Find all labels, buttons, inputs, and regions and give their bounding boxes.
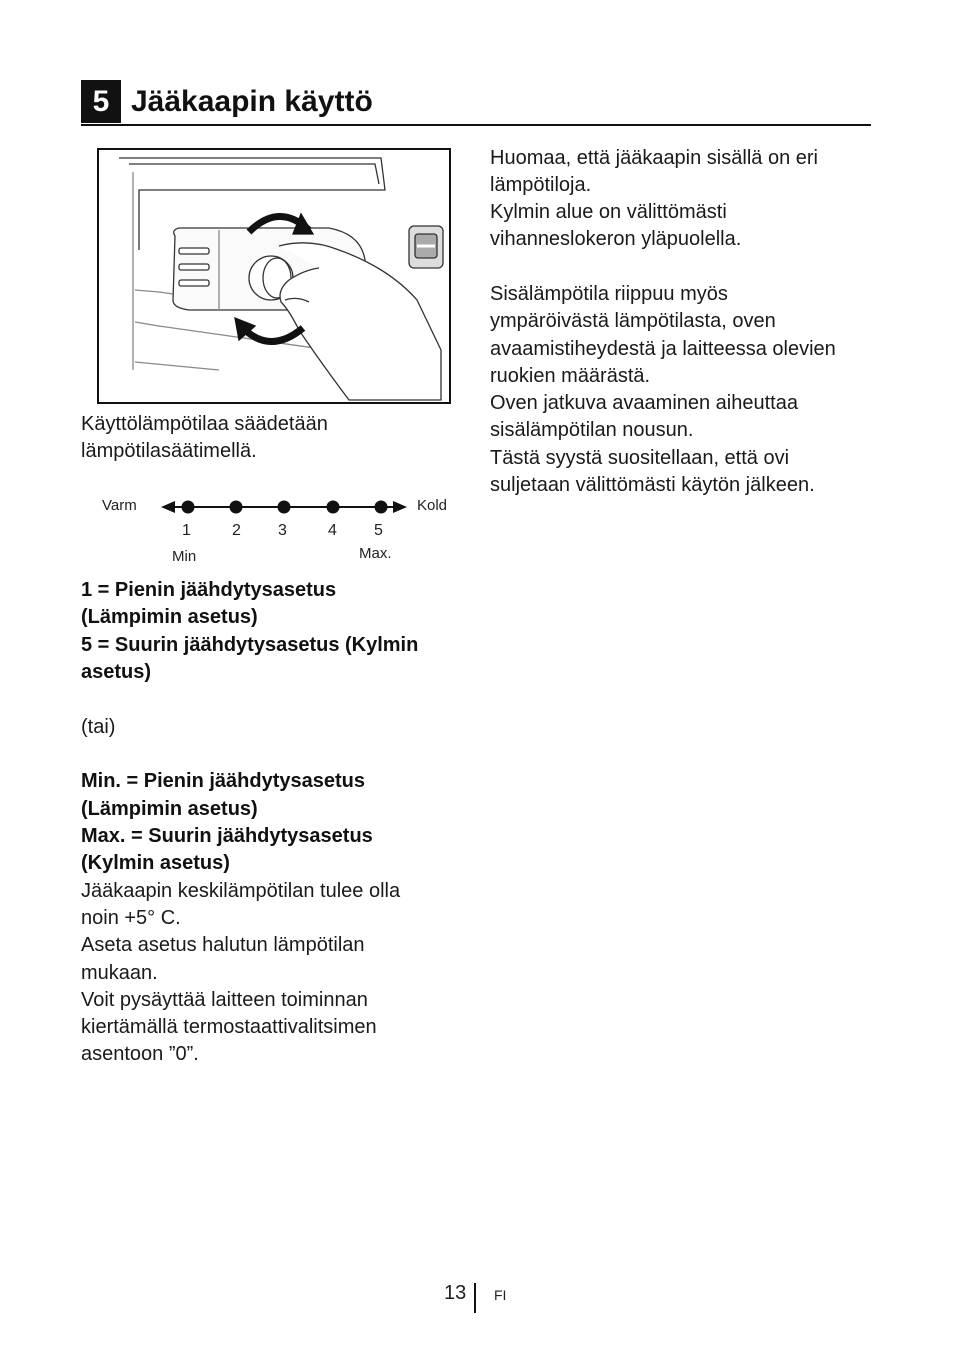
scale-number: 4 — [328, 522, 337, 539]
thermostat-illustration — [97, 148, 451, 404]
right-line: Kylmin alue on välittömästi — [490, 201, 727, 223]
body-line: noin +5° C. — [81, 907, 181, 929]
scale-dot — [230, 501, 243, 514]
right-line: ympäröivästä lämpötilasta, oven — [490, 310, 776, 332]
scale-dot — [375, 501, 388, 514]
setting-definition: (Lämpimin asetus) — [81, 798, 258, 820]
setting-definition: (Lämpimin asetus) — [81, 606, 258, 628]
setting-definition: Min. = Pienin jäähdytysasetus — [81, 770, 365, 792]
setting-definition: 1 = Pienin jäähdytysasetus — [81, 579, 337, 601]
setting-definition: (Kylmin asetus) — [81, 852, 230, 874]
right-line: vihanneslokeron yläpuolella. — [490, 228, 742, 250]
or-text: (tai) — [81, 716, 116, 738]
right-line: Sisälämpötila riippuu myös — [490, 283, 728, 305]
section-header — [81, 80, 871, 126]
page-number: 13 — [444, 1282, 467, 1304]
footer-divider — [474, 1283, 476, 1313]
thermostat-drawing — [99, 150, 449, 402]
body-line: Aseta asetus halutun lämpötilan — [81, 934, 365, 956]
caption-line: Käyttölämpötilaa säädetään — [81, 413, 328, 435]
right-line: suljetaan välittömästi käytön jälkeen. — [490, 474, 815, 496]
scale-number: 1 — [182, 522, 191, 539]
body-line: kiertämällä termostaattivalitsimen — [81, 1016, 377, 1038]
scale-dot — [182, 501, 195, 514]
right-line: ruokien määrästä. — [490, 365, 651, 387]
caption-line: lämpötilasäätimellä. — [81, 440, 257, 462]
right-line: Tästä syystä suositellaan, että ovi — [490, 447, 790, 469]
scale-dot — [327, 501, 340, 514]
setting-definition: Max. = Suurin jäähdytysasetus — [81, 825, 373, 847]
scale-number: 2 — [232, 522, 241, 539]
left-arrow-icon — [161, 501, 175, 513]
body-line: mukaan. — [81, 962, 158, 984]
scale-number: 3 — [278, 522, 287, 539]
body-line: asentoon ”0”. — [81, 1043, 199, 1065]
setting-definition: asetus) — [81, 661, 152, 683]
right-arrow-icon — [393, 501, 407, 513]
scale-right-label: Kold — [417, 497, 448, 514]
scale-number: 5 — [374, 522, 383, 539]
scale-max-label: Max. — [359, 545, 392, 562]
section-title: Jääkaapin käyttö — [131, 85, 373, 118]
right-line: avaamistiheydestä ja laitteessa olevien — [490, 338, 836, 360]
body-line: Voit pysäyttää laitteen toiminnan — [81, 989, 368, 1011]
right-line: Huomaa, että jääkaapin sisällä on eri — [490, 147, 818, 169]
scale-min-label: Min — [172, 548, 197, 565]
temperature-scale — [95, 492, 465, 570]
setting-definition: 5 = Suurin jäähdytysasetus (Kylmin — [81, 634, 419, 656]
right-line: lämpötiloja. — [490, 174, 592, 196]
scale-line — [95, 492, 465, 522]
body-line: Jääkaapin keskilämpötilan tulee olla — [81, 880, 401, 902]
scale-left-label: Varm — [102, 497, 137, 514]
scale-dot — [278, 501, 291, 514]
right-line: sisälämpötilan nousun. — [490, 419, 694, 441]
right-line: Oven jatkuva avaaminen aiheuttaa — [490, 392, 798, 414]
language-code: FI — [494, 1287, 507, 1303]
section-number: 5 — [81, 80, 121, 123]
